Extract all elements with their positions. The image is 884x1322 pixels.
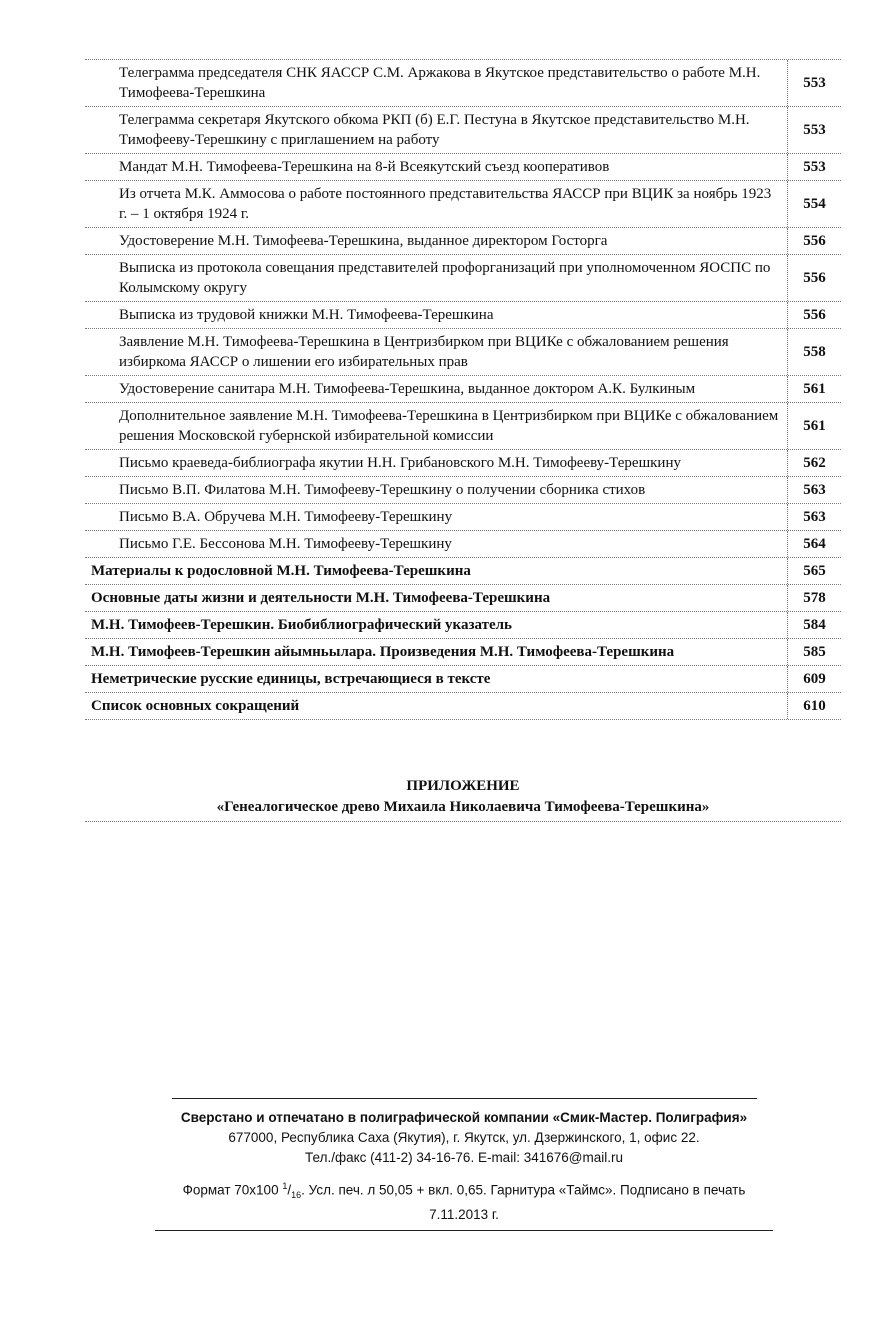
toc-page-number: 553 [787, 107, 841, 153]
toc-row [85, 531, 841, 558]
toc-row [85, 403, 841, 450]
toc-entry-title: Список основных сокращений [91, 698, 300, 714]
toc-row [85, 60, 841, 107]
imprint-format-den: 16 [291, 1190, 302, 1201]
toc-entry-title: Удостоверение санитара М.Н. Тимофеева-Терешкина, выданное доктором А.К. Булкиным [119, 381, 696, 397]
toc-row [85, 329, 841, 376]
toc-row [85, 154, 841, 181]
toc-entry-title: Письмо В.А. Обручева М.Н. Тимофееву-Терешкину [119, 509, 453, 525]
toc-page-number: 563 [787, 477, 841, 503]
toc-row [85, 612, 841, 639]
appendix-heading: ПРИЛОЖЕНИЕ [406, 778, 520, 794]
imprint-address: 677000, Республика Саха (Якутия), г. Якутск, ул. Дзержинского, 1, офис 22. [228, 1130, 700, 1145]
toc-entry-title: Материалы к родословной М.Н. Тимофеева-Терешкина [91, 563, 471, 579]
toc-page-number: 564 [787, 531, 841, 557]
toc-row [85, 639, 841, 666]
toc-page-number: 610 [787, 693, 841, 719]
toc-entry-title: Из отчета М.К. Аммосова о работе постоянного представительства ЯАССР при ВЦИК за ноябрь 1923 г. – 1 октября 1924 г. [119, 186, 772, 222]
toc-row [85, 558, 841, 585]
toc-entry-title: Телеграмма председателя СНК ЯАССР С.М. Аржакова в Якутское представительство о работе М.Н. Тимофеева-Терешкина [119, 65, 761, 101]
toc-page-number: 554 [787, 181, 841, 227]
toc-row [85, 504, 841, 531]
imprint-format-suffix: . Усл. печ. л 50,05 + вкл. 0,65. Гарнитура «Таймс». Подписано в печать 7.11.2013 г. [301, 1182, 746, 1223]
toc-entry-title: Заявление М.Н. Тимофеева-Терешкина в Центризбирком при ВЦИКе с обжалованием решения избиркома ЯАССР о лишении его избирательных прав [119, 334, 729, 370]
toc-page-number: 553 [787, 154, 841, 180]
toc-entry-title: Дополнительное заявление М.Н. Тимофеева-Терешкина в Центризбирком при ВЦИКе с обжалованием решения Московской губернской избирательной комиссии [119, 408, 779, 444]
toc-entry-title: Письмо краеведа-библиографа якутии Н.Н. Грибановского М.Н. Тимофееву-Терешкину [119, 455, 681, 471]
toc-row [85, 585, 841, 612]
toc-entry-title: М.Н. Тимофеев-Терешкин. Биобиблиографический указатель [91, 617, 512, 633]
imprint-format: Формат 70х100 $^1/_{16}$. Усл. печ. л 50,05 + вкл. 0,65. Гарнитура «Таймс». Подписано в печать 7.11.2013 г. [182, 1181, 746, 1223]
toc-page-number: 563 [787, 504, 841, 530]
toc-row [85, 477, 841, 504]
imprint-format-num: 1 [282, 1181, 288, 1191]
toc-page-number: 556 [787, 302, 841, 328]
toc-entry-title: М.Н. Тимофеев-Терешкин айымньылара. Произведения М.Н. Тимофеева-Терешкина [91, 644, 675, 660]
table-of-contents [85, 59, 841, 720]
toc-page-number: 609 [787, 666, 841, 692]
toc-page-number: 556 [787, 255, 841, 301]
toc-row [85, 376, 841, 403]
toc-entry-title: Неметрические русские единицы, встречающиеся в тексте [91, 671, 491, 687]
toc-row [85, 181, 841, 228]
toc-row [85, 302, 841, 329]
toc-page-number: 578 [787, 585, 841, 611]
toc-row [85, 107, 841, 154]
toc-entry-title: Телеграмма секретаря Якутского обкома РКП (б) Е.Г. Пестуна в Якутское представительство М.Н. Тимофееву-Терешкину с приглашением на работу [119, 112, 750, 148]
toc-page-number: 585 [787, 639, 841, 665]
toc-page-number: 561 [787, 376, 841, 402]
imprint-format-prefix: Формат 70х100 [182, 1182, 279, 1198]
toc-entry-title: Письмо Г.Е. Бессонова М.Н. Тимофееву-Терешкину [119, 536, 452, 552]
toc-page-number: 558 [787, 329, 841, 375]
toc-page-number: 561 [787, 403, 841, 449]
toc-page-number: 565 [787, 558, 841, 584]
imprint-block [155, 1098, 773, 1231]
imprint-bottom-rule [155, 1230, 773, 1231]
toc-row [85, 450, 841, 477]
appendix-title: «Генеалогическое древо Михаила Николаевича Тимофеева-Терешкина» [216, 799, 710, 815]
toc-entry-title: Удостоверение М.Н. Тимофеева-Терешкина, выданное директором Госторга [119, 233, 608, 249]
toc-page-number: 584 [787, 612, 841, 638]
imprint-contacts: Тел./факс (411-2) 34-16-76. E-mail: 341676@mail.ru [305, 1150, 623, 1165]
toc-entry-title: Основные даты жизни и деятельности М.Н. Тимофеева-Терешкина [91, 590, 551, 606]
imprint-top-rule [172, 1098, 757, 1099]
toc-page-number: 556 [787, 228, 841, 254]
toc-row [85, 666, 841, 693]
toc-row [85, 693, 841, 720]
appendix-block [85, 776, 841, 822]
toc-entry-title: Мандат М.Н. Тимофеева-Терешкина на 8-й Всеякутский съезд кооперативов [119, 159, 610, 175]
toc-entry-title: Письмо В.П. Филатова М.Н. Тимофееву-Терешкину о получении сборника стихов [119, 482, 646, 498]
toc-row [85, 228, 841, 255]
toc-page-number: 562 [787, 450, 841, 476]
imprint-company: Сверстано и отпечатано в полиграфической компании «Смик-Мастер. Полиграфия» [180, 1110, 748, 1125]
toc-row [85, 255, 841, 302]
toc-entry-title: Выписка из трудовой книжки М.Н. Тимофеева-Терешкина [119, 307, 494, 323]
toc-page-number: 553 [787, 60, 841, 106]
toc-entry-title: Выписка из протокола совещания представителей профорганизаций при уполномоченном ЯОСПС по Колымскому округу [119, 260, 771, 296]
